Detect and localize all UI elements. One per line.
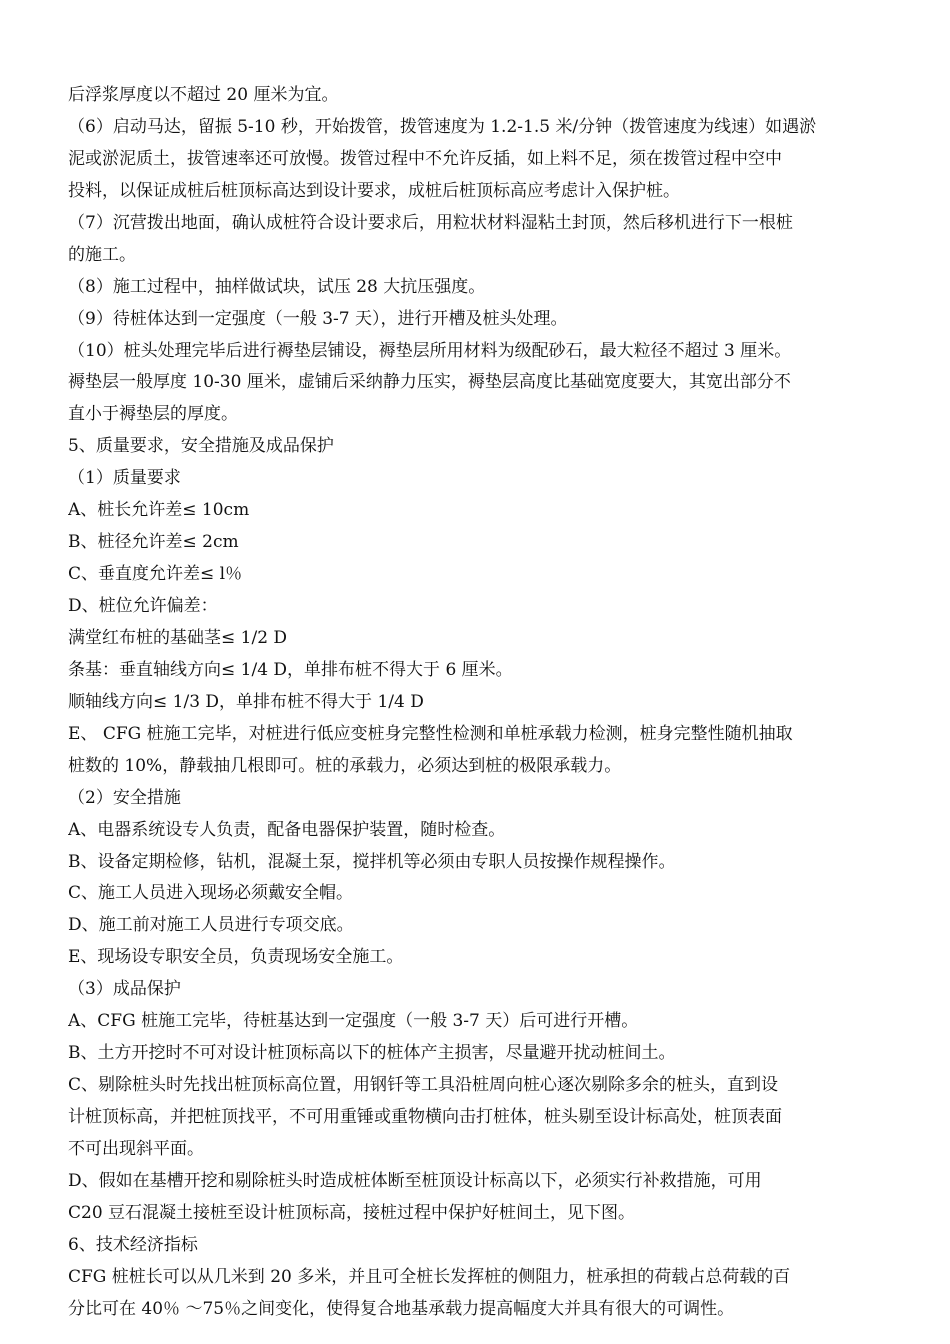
text-line: D、桩位允许偏差： (68, 596, 218, 616)
text-line: B、土方开挖时不可对设计桩顶标高以下的桩体产主损害，尽量避开扰动桩间土。 (68, 1043, 676, 1064)
text-line: （7）沉营拨出地面，确认成桩符合设计要求后，用粒状材料湿粘土封顶，然后移机进行下一根桩 (68, 212, 793, 233)
text-line: C、垂直度允许差≤ l％ (68, 564, 243, 585)
subsection-heading: （2）安全措施 (68, 787, 181, 808)
text-line: 泥或淤泥质土，拔管速率还可放慢。拨管过程中不允许反插，如上料不足，须在拨管过程中空中 (68, 148, 782, 169)
text-line: （10）桩头处理完毕后进行褥垫层铺设，褥垫层所用材料为级配砂石，最大粒径不超过 3 厘米。 (68, 340, 792, 361)
section-heading: 6、技术经济指标 (68, 1234, 198, 1255)
text-line: 条基：垂直轴线方向≤ 1/4 D，单排布桩不得大于 6 厘米。 (68, 659, 513, 680)
text-line: A、CFG 桩施工完毕，待桩基达到一定强度（一般 3-7 天）后可进行开槽。 (68, 1011, 639, 1032)
text-line: CFG 桩桩长可以从几米到 20 多米，并且可全桩长发挥桩的侧阻力，桩承担的荷载占总荷载的百 (68, 1266, 791, 1287)
text-line: B、设备定期检修，钻机，混凝土泵，搅拌机等必须由专职人员按操作规程操作。 (68, 851, 676, 872)
text-line: 不可出现斜平面。 (68, 1138, 204, 1159)
text-line: 顺轴线方向≤ 1/3 D，单排布桩不得大于 1/4 D (68, 691, 424, 712)
text-line: 满堂红布桩的基础茎≤ 1/2 D (68, 627, 288, 648)
text-line: （8）施工过程中，抽样做试块，试压 28 大抗压强度。 (68, 276, 486, 297)
text-line: E、 CFG 桩施工完毕，对桩进行低应变桩身完整性检测和单桩承载力检测，桩身完整性随机抽取 (68, 723, 793, 744)
section-heading: 5、质量要求，安全措施及成品保护 (68, 436, 334, 457)
text-line: （6）启动马达，留振 5-10 秒，开始拨管，拨管速度为 1.2-1.5 米/分钟（拨管速度为线速）如遇淤 (68, 116, 817, 137)
text-line: 褥垫层一般厚度 10-30 厘米，虚铺后采纳静力压实，褥垫层高度比基础宽度要大，其宽出部分不 (68, 372, 791, 393)
text-line: 计桩顶标高，并把桩顶找平，不可用重锤或重物横向击打桩体，桩头剔至设计标高处，桩顶表面 (68, 1107, 782, 1127)
text-line: 投料，以保证成桩后桩顶标高达到设计要求，成桩后桩顶标高应考虑计入保护桩。 (68, 180, 680, 201)
text-line: C20 豆石混凝土接桩至设计桩顶标高，接桩过程中保护好桩间土，见下图。 (68, 1202, 636, 1223)
text-line: B、桩径允许差≤ 2cm (68, 532, 239, 553)
text-line: C、剔除桩头时先找出桩顶标高位置，用钢钎等工具沿桩周向桩心逐次剔除多余的桩头，直到设 (68, 1075, 779, 1096)
text-line: A、桩长允许差≤ 10cm (68, 500, 250, 521)
text-line: C、施工人员进入现场必须戴安全帽。 (68, 883, 354, 904)
text-line: （9）待桩体达到一定强度（一般 3-7 天），进行开槽及桩头处理。 (68, 308, 568, 329)
document-body (68, 80, 888, 1326)
subsection-heading: （3）成品保护 (68, 979, 181, 1000)
text-line: A、电器系统设专人负责，配备电器保护装置，随时检查。 (68, 819, 506, 840)
text-line: D、施工前对施工人员进行专项交底。 (68, 915, 354, 936)
text-line: E、现场设专职安全员，负责现场安全施工。 (68, 947, 404, 968)
text-line: 直小于褥垫层的厚度。 (68, 404, 238, 425)
text-line: 分比可在 40％ ～75％之间变化，使得复合地基承载力提高幅度大并具有很大的可调性。 (68, 1298, 735, 1319)
text-line: 桩数的 10%，静载抽几根即可。桩的承载力，必须达到桩的极限承载力。 (68, 755, 622, 776)
text-line: 的施工。 (68, 244, 136, 265)
text-line: D、假如在基槽开挖和剔除桩头时造成桩体断至桩顶设计标高以下，必须实行补救措施，可用 (68, 1170, 762, 1191)
text-line: 后浮浆厚度以不超过 20 厘米为宜。 (68, 85, 339, 105)
subsection-heading: （1）质量要求 (68, 468, 181, 489)
